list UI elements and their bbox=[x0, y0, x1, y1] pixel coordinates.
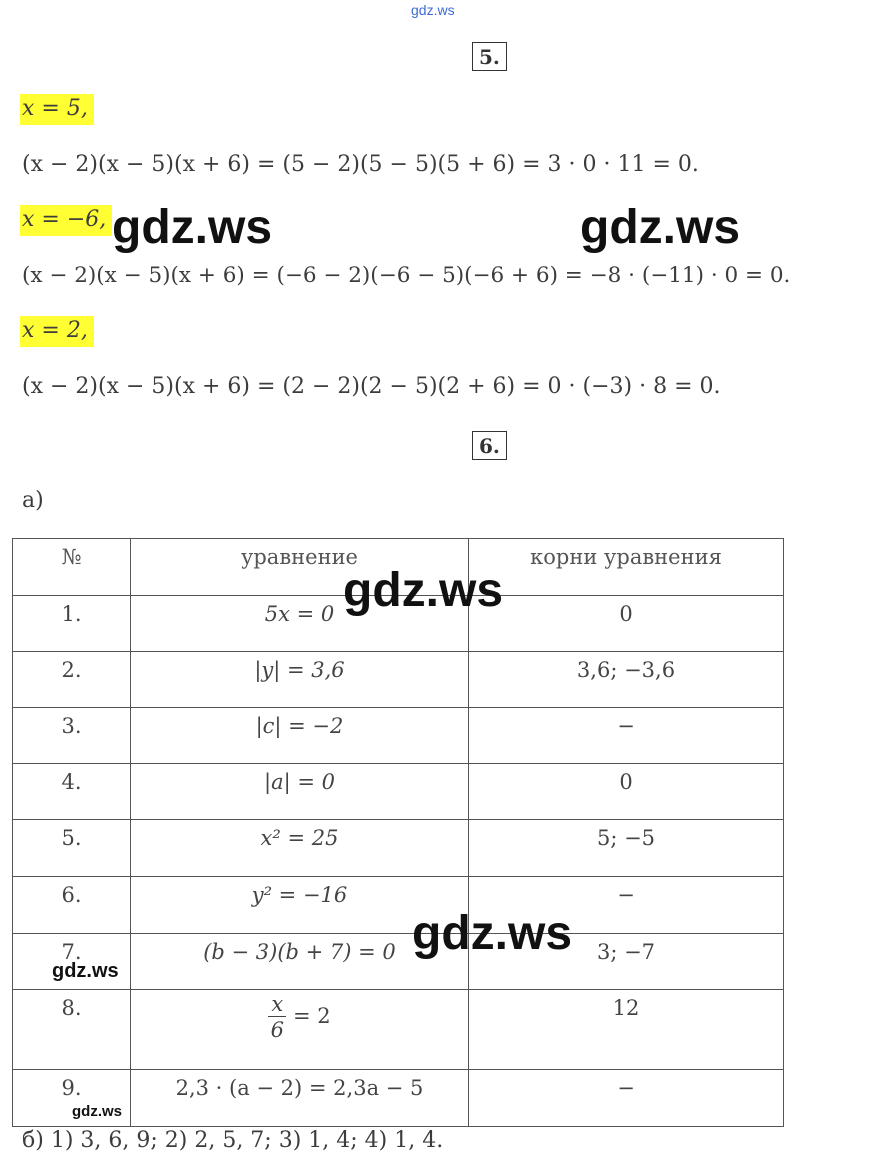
header-equation: уравнение bbox=[131, 539, 469, 596]
row-number: 9. bbox=[13, 1070, 131, 1127]
table-row bbox=[13, 708, 784, 764]
row-roots: 12 bbox=[469, 990, 784, 1070]
row-roots: 3; −7 bbox=[469, 934, 784, 990]
case-label-1: x = 5, bbox=[20, 96, 94, 121]
case-label-3: x = 2, bbox=[20, 318, 94, 343]
fraction-numerator: x bbox=[268, 992, 286, 1017]
header-roots: корни уравнения bbox=[469, 539, 784, 596]
row-number: 1. bbox=[13, 596, 131, 652]
watermark-small-1: gdz.ws bbox=[52, 960, 119, 982]
case-line-3: (x − 2)(x − 5)(x + 6) = (2 − 2)(2 − 5)(2 + 6) = 0 · (−3) · 8 = 0. bbox=[22, 374, 721, 399]
row-roots: 3,6; −3,6 bbox=[469, 652, 784, 708]
row-roots: 0 bbox=[469, 764, 784, 820]
row-equation: 5x = 0 bbox=[131, 596, 469, 652]
watermark-top: gdz.ws bbox=[411, 2, 455, 18]
table-row bbox=[13, 764, 784, 820]
row-roots: 5; −5 bbox=[469, 820, 784, 877]
table-row bbox=[13, 990, 784, 1070]
row-equation bbox=[131, 990, 469, 1070]
watermark-big-3: gdz.ws bbox=[343, 564, 504, 617]
row-number: 6. bbox=[13, 877, 131, 934]
watermark-small-2: gdz.ws bbox=[72, 1103, 123, 1120]
table-row bbox=[13, 1070, 784, 1127]
row-number: 3. bbox=[13, 708, 131, 764]
row-equation: 2,3 · (a − 2) = 2,3a − 5 bbox=[131, 1070, 469, 1127]
row-equation: x² = 25 bbox=[131, 820, 469, 877]
watermark-big-2: gdz.ws bbox=[580, 201, 741, 254]
fraction-rhs: = 2 bbox=[286, 1004, 331, 1028]
row-number: 8. bbox=[13, 990, 131, 1070]
row-number: 7. bbox=[13, 934, 131, 990]
row-equation: |y| = 3,6 bbox=[131, 652, 469, 708]
row-roots: − bbox=[469, 877, 784, 934]
table-row bbox=[13, 652, 784, 708]
row-equation: |c| = −2 bbox=[131, 708, 469, 764]
row-roots: 0 bbox=[469, 596, 784, 652]
row-number: 5. bbox=[13, 820, 131, 877]
row-number: 2. bbox=[13, 652, 131, 708]
row-equation: (b − 3)(b + 7) = 0 bbox=[131, 934, 469, 990]
case-line-2: (x − 2)(x − 5)(x + 6) = (−6 − 2)(−6 − 5)(−6 + 6) = −8 · (−11) · 0 = 0. bbox=[22, 263, 791, 288]
table-row bbox=[13, 877, 784, 934]
table-row bbox=[13, 934, 784, 990]
table-row bbox=[13, 820, 784, 877]
fraction bbox=[268, 992, 286, 1043]
row-roots: − bbox=[469, 708, 784, 764]
watermark-big-1: gdz.ws bbox=[112, 201, 273, 254]
part-b-answers: б) 1) 3, 6, 9; 2) 2, 5, 7; 3) 1, 4; 4) 1, 4. bbox=[22, 1128, 444, 1153]
watermark-big-4: gdz.ws bbox=[412, 907, 573, 960]
row-equation: y² = −16 bbox=[131, 877, 469, 934]
header-number: № bbox=[13, 539, 131, 596]
case-line-1: (x − 2)(x − 5)(x + 6) = (5 − 2)(5 − 5)(5 + 6) = 3 · 0 · 11 = 0. bbox=[22, 152, 699, 177]
row-equation: |a| = 0 bbox=[131, 764, 469, 820]
row-number: 4. bbox=[13, 764, 131, 820]
equations-table bbox=[12, 538, 784, 1127]
case-label-2: x = −6, bbox=[20, 207, 112, 232]
part-a-label: а) bbox=[22, 488, 44, 513]
fraction-denominator: 6 bbox=[270, 1018, 285, 1042]
row-roots: − bbox=[469, 1070, 784, 1127]
task6-number: 6. bbox=[472, 431, 507, 460]
task5-number: 5. bbox=[472, 42, 507, 71]
